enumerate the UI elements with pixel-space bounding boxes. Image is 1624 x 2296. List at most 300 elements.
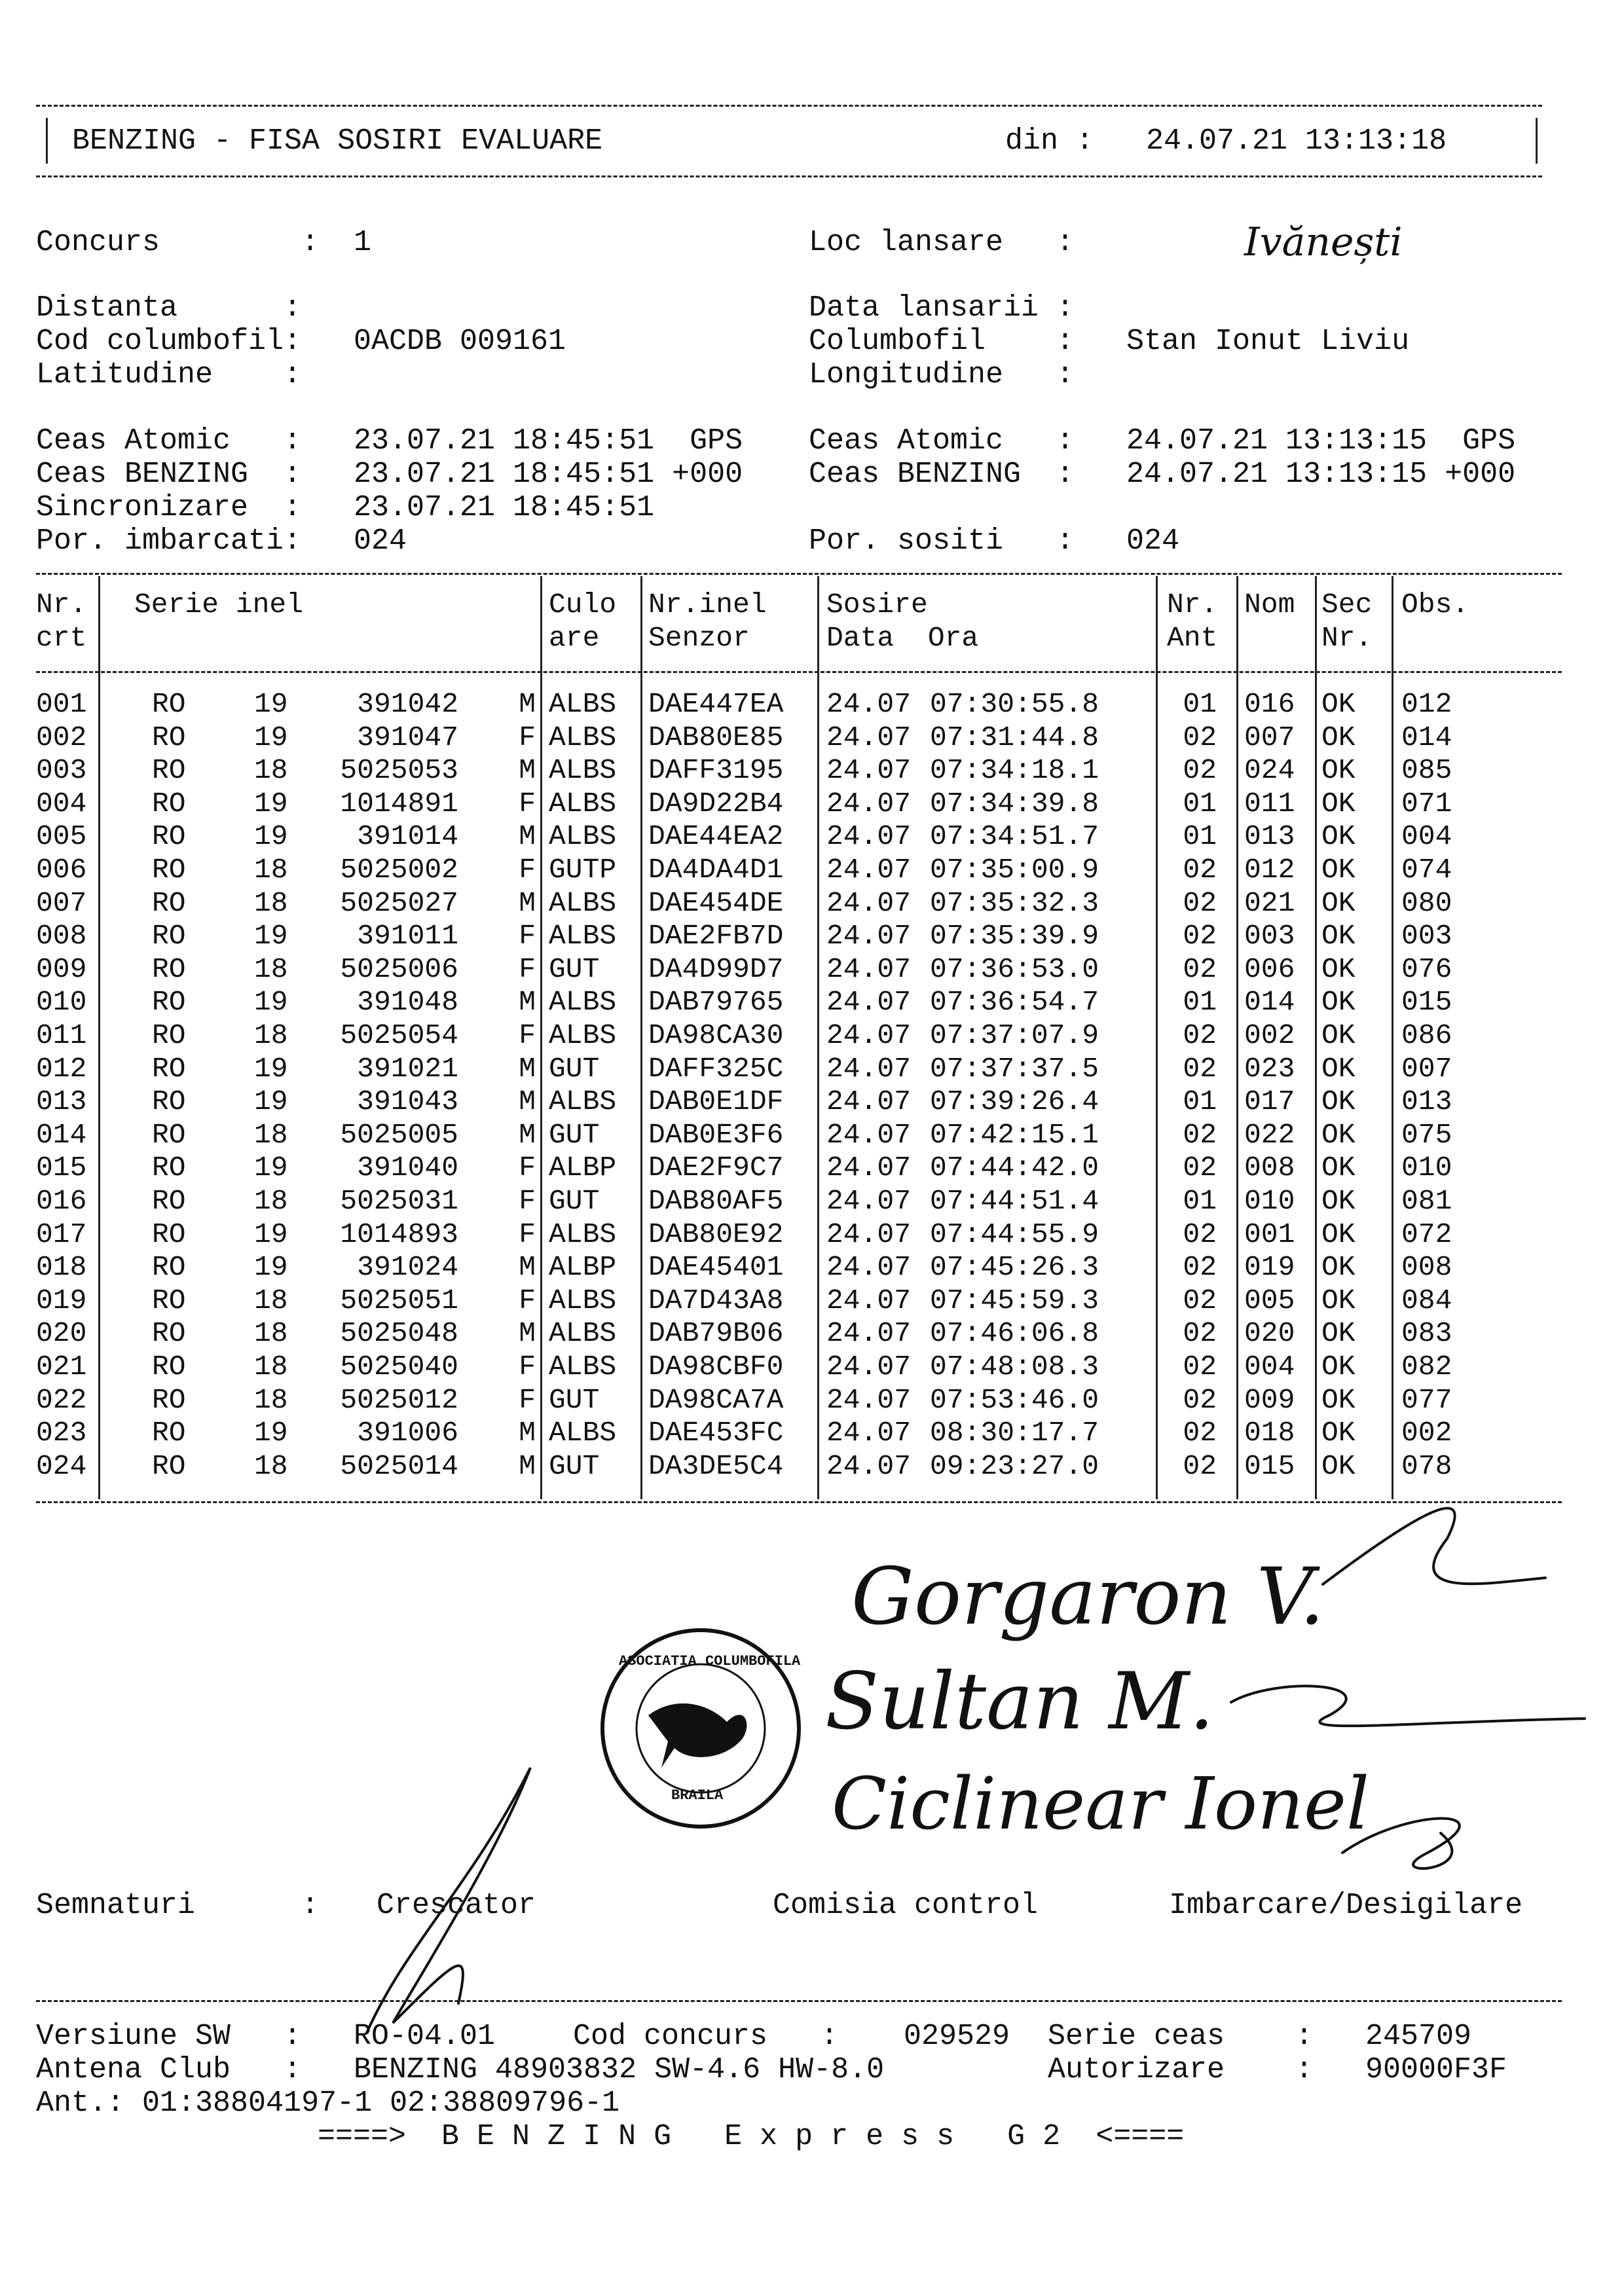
cell-tara: RO xyxy=(152,787,186,820)
cell-ant: 02 xyxy=(1183,1284,1217,1317)
cell-sex: F xyxy=(519,1218,536,1250)
cell-culoare: GUT xyxy=(549,1185,600,1217)
cell-inel: 5025051 xyxy=(340,1284,458,1317)
cell-nom: 001 xyxy=(1244,1218,1295,1250)
serie-ceas-value: 245709 xyxy=(1365,2020,1472,2053)
cell-tara: RO xyxy=(152,1218,186,1250)
cell-nom: 012 xyxy=(1244,854,1295,886)
cell-an: 18 xyxy=(254,886,288,919)
cell-data: 24.07 xyxy=(826,688,912,720)
cell-senzor: DA4D99D7 xyxy=(648,953,784,985)
cell-sec: OK xyxy=(1321,787,1356,820)
cell-an: 19 xyxy=(254,1085,288,1118)
por-imbarcati-label: Por. imbarcati: xyxy=(36,524,302,558)
cell-senzor: DAE2F9C7 xyxy=(648,1152,784,1184)
cell-tara: RO xyxy=(152,1085,186,1118)
th-nrinel-line1: Nr.inel xyxy=(648,589,767,621)
cell-data: 24.07 xyxy=(826,1251,912,1284)
cell-data: 24.07 xyxy=(826,721,912,754)
cell-culoare: ALBS xyxy=(549,820,617,853)
cell-tara: RO xyxy=(152,1152,186,1184)
cell-nom: 008 xyxy=(1244,1152,1295,1184)
cell-crt: 022 xyxy=(36,1383,87,1416)
cell-ant: 02 xyxy=(1183,1317,1217,1350)
cell-crt: 015 xyxy=(36,1152,87,1184)
cell-ora: 07:37:37.5 xyxy=(930,1052,1099,1085)
cell-sex: M xyxy=(519,986,536,1019)
cell-sec: OK xyxy=(1321,688,1356,720)
cell-ant: 01 xyxy=(1183,1085,1217,1118)
cell-senzor: DA9D22B4 xyxy=(648,787,784,820)
cell-crt: 018 xyxy=(36,1251,87,1284)
cell-tara: RO xyxy=(152,854,186,886)
cell-sex: F xyxy=(519,920,536,953)
cell-culoare: ALBS xyxy=(549,1085,617,1118)
antena-club-label: Antena Club : xyxy=(36,2053,302,2086)
cell-culoare: ALBP xyxy=(549,1152,617,1184)
autorizare-value: 90000F3F xyxy=(1365,2053,1507,2086)
cell-tara: RO xyxy=(152,1449,186,1482)
cell-sec: OK xyxy=(1321,1118,1356,1151)
cell-senzor: DA7D43A8 xyxy=(648,1284,784,1317)
cell-inel: 5025040 xyxy=(340,1351,458,1383)
cell-senzor: DA98CBF0 xyxy=(648,1351,784,1383)
crescator-label: Crescator xyxy=(377,1889,536,1922)
ceas-atomic-left-value: 23.07.21 18:45:51 GPS xyxy=(354,424,743,458)
cell-sex: M xyxy=(519,1118,536,1151)
cell-crt: 020 xyxy=(36,1317,87,1350)
cell-crt: 001 xyxy=(36,688,87,720)
cell-senzor: DAB0E3F6 xyxy=(648,1118,784,1151)
cell-tara: RO xyxy=(152,1284,186,1317)
th-ant-line2: Ant xyxy=(1167,622,1218,654)
cell-nom: 007 xyxy=(1244,721,1295,754)
cell-sex: F xyxy=(519,1019,536,1051)
cell-an: 19 xyxy=(254,820,288,853)
cell-crt: 005 xyxy=(36,820,87,853)
cell-sex: F xyxy=(519,1185,536,1217)
cell-senzor: DAB80AF5 xyxy=(648,1185,784,1217)
cell-sec: OK xyxy=(1321,953,1356,985)
cell-culoare: ALBS xyxy=(549,1284,617,1317)
cell-ora: 07:53:46.0 xyxy=(930,1383,1099,1416)
cell-an: 18 xyxy=(254,854,288,886)
cell-sec: OK xyxy=(1321,1218,1356,1250)
cell-sex: F xyxy=(519,854,536,886)
cell-sec: OK xyxy=(1321,1052,1356,1085)
cell-ant: 02 xyxy=(1183,1052,1217,1085)
autorizare-label: Autorizare : xyxy=(1048,2053,1314,2086)
cell-crt: 010 xyxy=(36,986,87,1019)
cell-tara: RO xyxy=(152,953,186,985)
cell-sec: OK xyxy=(1321,1449,1356,1482)
cell-culoare: ALBS xyxy=(549,1351,617,1383)
cell-data: 24.07 xyxy=(826,1317,912,1350)
cell-inel: 391042 xyxy=(357,688,458,720)
concurs-label: Concurs : xyxy=(36,226,320,259)
cell-culoare: GUT xyxy=(549,1118,600,1151)
cell-crt: 016 xyxy=(36,1185,87,1217)
cell-ora: 07:44:55.9 xyxy=(930,1218,1099,1250)
cod-columbofil-label: Cod columbofil: xyxy=(36,325,302,358)
cell-tara: RO xyxy=(152,1351,186,1383)
cell-sec: OK xyxy=(1321,1152,1356,1184)
cell-nom: 017 xyxy=(1244,1085,1295,1118)
cell-crt: 013 xyxy=(36,1085,87,1118)
cell-inel: 5025027 xyxy=(340,886,458,919)
cell-sec: OK xyxy=(1321,1284,1356,1317)
cell-sex: F xyxy=(519,1351,536,1383)
cell-crt: 006 xyxy=(36,854,87,886)
cell-inel: 5025053 xyxy=(340,754,458,787)
cell-crt: 009 xyxy=(36,953,87,985)
cell-senzor: DAE447EA xyxy=(648,688,784,720)
cell-sec: OK xyxy=(1321,1085,1356,1118)
th-serie-inel: Serie inel xyxy=(134,589,304,621)
distanta-label: Distanta : xyxy=(36,291,302,325)
cell-data: 24.07 xyxy=(826,1052,912,1085)
versiune-sw-value: RO-04.01 xyxy=(354,2020,496,2053)
cod-columbofil-value: 0ACDB 009161 xyxy=(354,325,566,358)
cell-an: 18 xyxy=(254,1383,288,1416)
cell-data: 24.07 xyxy=(826,1218,912,1250)
cell-ora: 07:48:08.3 xyxy=(930,1351,1099,1383)
cell-inel: 391014 xyxy=(357,820,458,853)
cell-ant: 02 xyxy=(1183,854,1217,886)
cell-ant: 02 xyxy=(1183,1118,1217,1151)
pigeon-icon xyxy=(648,1704,747,1768)
cell-nom: 020 xyxy=(1244,1317,1295,1350)
cell-culoare: ALBS xyxy=(549,886,617,919)
cell-ant: 01 xyxy=(1183,787,1217,820)
cell-an: 19 xyxy=(254,1152,288,1184)
cell-inel: 5025002 xyxy=(340,854,458,886)
cell-ant: 02 xyxy=(1183,1152,1217,1184)
cell-ora: 07:45:26.3 xyxy=(930,1251,1099,1284)
cell-nom: 019 xyxy=(1244,1251,1295,1284)
cell-crt: 011 xyxy=(36,1019,87,1051)
cell-data: 24.07 xyxy=(826,886,912,919)
cell-crt: 014 xyxy=(36,1118,87,1151)
cell-obs: 082 xyxy=(1401,1351,1452,1383)
cell-obs: 077 xyxy=(1401,1383,1452,1416)
serie-ceas-label: Serie ceas : xyxy=(1048,2020,1314,2053)
cell-crt: 024 xyxy=(36,1449,87,1482)
loc-lansare-handwritten: Ivănești xyxy=(1244,219,1403,265)
cell-senzor: DAE453FC xyxy=(648,1417,784,1449)
cell-obs: 007 xyxy=(1401,1052,1452,1085)
concurs-value: 1 xyxy=(354,226,372,259)
ceas-benzing-right-value: 24.07.21 13:13:15 +000 xyxy=(1126,458,1516,491)
cell-ant: 02 xyxy=(1183,721,1217,754)
cell-culoare: GUTP xyxy=(549,854,617,886)
cell-nom: 021 xyxy=(1244,886,1295,919)
cell-ant: 02 xyxy=(1183,1383,1217,1416)
cell-senzor: DAE454DE xyxy=(648,886,784,919)
cell-obs: 015 xyxy=(1401,986,1452,1019)
cell-an: 19 xyxy=(254,1052,288,1085)
cell-senzor: DAB79765 xyxy=(648,986,784,1019)
cell-culoare: GUT xyxy=(549,1449,600,1482)
cell-sec: OK xyxy=(1321,1019,1356,1051)
cell-obs: 081 xyxy=(1401,1185,1452,1217)
signature-scribble-stroke xyxy=(1231,1686,1585,1726)
cell-an: 19 xyxy=(254,787,288,820)
cell-nom: 006 xyxy=(1244,953,1295,985)
cell-obs: 002 xyxy=(1401,1417,1452,1449)
cell-obs: 010 xyxy=(1401,1152,1452,1184)
cell-crt: 007 xyxy=(36,886,87,919)
cell-ant: 01 xyxy=(1183,820,1217,853)
por-sositi-value: 024 xyxy=(1126,524,1180,558)
cell-ant: 01 xyxy=(1183,1185,1217,1217)
cell-ora: 07:34:51.7 xyxy=(930,820,1099,853)
cell-obs: 072 xyxy=(1401,1218,1452,1250)
signature-1: Gorgaron V. xyxy=(851,1552,1325,1643)
cell-obs: 085 xyxy=(1401,754,1452,787)
cell-culoare: GUT xyxy=(549,953,600,985)
cell-sec: OK xyxy=(1321,920,1356,953)
cell-culoare: ALBS xyxy=(549,1019,617,1051)
cell-crt: 004 xyxy=(36,787,87,820)
cell-ora: 07:35:32.3 xyxy=(930,886,1099,919)
cell-data: 24.07 xyxy=(826,787,912,820)
cell-culoare: ALBS xyxy=(549,1417,617,1449)
cell-sec: OK xyxy=(1321,1251,1356,1284)
cell-inel: 391047 xyxy=(357,721,458,754)
cell-senzor: DA98CA7A xyxy=(648,1383,784,1416)
cell-an: 18 xyxy=(254,1185,288,1217)
cell-ant: 02 xyxy=(1183,1351,1217,1383)
cell-inel: 5025014 xyxy=(340,1449,458,1482)
signature-2: Sultan M. xyxy=(825,1656,1215,1747)
th-obs: Obs. xyxy=(1401,589,1469,621)
cell-an: 19 xyxy=(254,1251,288,1284)
longitudine-label: Longitudine : xyxy=(809,358,1075,392)
cell-obs: 004 xyxy=(1401,820,1452,853)
cell-crt: 008 xyxy=(36,920,87,953)
cell-nom: 011 xyxy=(1244,787,1295,820)
ceas-benzing-right-label: Ceas BENZING : xyxy=(809,458,1075,491)
ceas-atomic-right-value: 24.07.21 13:13:15 GPS xyxy=(1126,424,1516,458)
cell-nom: 016 xyxy=(1244,688,1295,720)
cell-an: 19 xyxy=(254,1218,288,1250)
cell-obs: 083 xyxy=(1401,1317,1452,1350)
cell-inel: 5025012 xyxy=(340,1383,458,1416)
cell-ant: 02 xyxy=(1183,886,1217,919)
cell-ora: 07:42:15.1 xyxy=(930,1118,1099,1151)
cell-ant: 02 xyxy=(1183,1449,1217,1482)
cell-nom: 009 xyxy=(1244,1383,1295,1416)
th-sec-line1: Sec xyxy=(1321,589,1373,621)
ceas-benzing-left-value: 23.07.21 18:45:51 +000 xyxy=(354,458,743,491)
cell-tara: RO xyxy=(152,1383,186,1416)
cell-sec: OK xyxy=(1321,1317,1356,1350)
cell-data: 24.07 xyxy=(826,986,912,1019)
cell-inel: 391043 xyxy=(357,1085,458,1118)
cell-ora: 07:46:06.8 xyxy=(930,1317,1099,1350)
cell-ant: 02 xyxy=(1183,1218,1217,1250)
cod-concurs-value: 029529 xyxy=(904,2020,1010,2053)
cell-tara: RO xyxy=(152,886,186,919)
cell-sec: OK xyxy=(1321,1383,1356,1416)
cell-inel: 5025048 xyxy=(340,1317,458,1350)
antenna-ids: Ant.: 01:38804197-1 02:38809796-1 xyxy=(36,2086,620,2120)
cell-sec: OK xyxy=(1321,854,1356,886)
th-sec-line2: Nr. xyxy=(1321,622,1373,654)
th-sosire-line2: Data Ora xyxy=(826,622,979,654)
cell-tara: RO xyxy=(152,986,186,1019)
cell-obs: 013 xyxy=(1401,1085,1452,1118)
cell-tara: RO xyxy=(152,1417,186,1449)
cell-inel: 1014893 xyxy=(340,1218,458,1250)
din-value: 24.07.21 13:13:18 xyxy=(1146,124,1447,158)
latitudine-label: Latitudine : xyxy=(36,358,302,392)
cell-senzor: DAB79B06 xyxy=(648,1317,784,1350)
din-label: din : xyxy=(1005,124,1094,158)
cell-tara: RO xyxy=(152,1185,186,1217)
cell-culoare: ALBS xyxy=(549,787,617,820)
cell-nom: 024 xyxy=(1244,754,1295,787)
cell-senzor: DAFF325C xyxy=(648,1052,784,1085)
cell-tara: RO xyxy=(152,688,186,720)
cell-ora: 08:30:17.7 xyxy=(930,1417,1099,1449)
cell-nom: 004 xyxy=(1244,1351,1295,1383)
cell-data: 24.07 xyxy=(826,920,912,953)
cell-senzor: DAB80E85 xyxy=(648,721,784,754)
cell-obs: 074 xyxy=(1401,854,1452,886)
cell-ora: 07:44:42.0 xyxy=(930,1152,1099,1184)
cell-sex: M xyxy=(519,688,536,720)
cell-sex: M xyxy=(519,1449,536,1482)
cell-culoare: ALBS xyxy=(549,986,617,1019)
cell-obs: 086 xyxy=(1401,1019,1452,1051)
cell-sec: OK xyxy=(1321,721,1356,754)
cell-ora: 07:35:39.9 xyxy=(930,920,1099,953)
cell-obs: 014 xyxy=(1401,721,1452,754)
benzing-express-banner: ====> B E N Z I N G E x p r e s s G 2 <==== xyxy=(318,2120,1185,2153)
cell-obs: 008 xyxy=(1401,1251,1452,1284)
loc-lansare-label: Loc lansare : xyxy=(809,226,1075,259)
cell-data: 24.07 xyxy=(826,1152,912,1184)
cell-sec: OK xyxy=(1321,1351,1356,1383)
cell-data: 24.07 xyxy=(826,1417,912,1449)
cell-tara: RO xyxy=(152,754,186,787)
cell-inel: 391024 xyxy=(357,1251,458,1284)
cell-ora: 07:30:55.8 xyxy=(930,688,1099,720)
cell-culoare: ALBS xyxy=(549,1218,617,1250)
cell-tara: RO xyxy=(152,1019,186,1051)
cell-culoare: ALBS xyxy=(549,721,617,754)
cell-nom: 015 xyxy=(1244,1449,1295,1482)
cell-inel: 5025031 xyxy=(340,1185,458,1217)
cell-inel: 391040 xyxy=(357,1152,458,1184)
th-nrinel-line2: Senzor xyxy=(648,622,750,654)
th-culoare-line2: are xyxy=(549,622,600,654)
cell-crt: 021 xyxy=(36,1351,87,1383)
cell-ora: 07:36:54.7 xyxy=(930,986,1099,1019)
cell-obs: 080 xyxy=(1401,886,1452,919)
cell-ora: 07:36:53.0 xyxy=(930,953,1099,985)
th-nom: Nom xyxy=(1244,589,1295,621)
por-imbarcati-value: 024 xyxy=(354,524,407,558)
cell-senzor: DAE45401 xyxy=(648,1251,784,1284)
cell-nom: 022 xyxy=(1244,1118,1295,1151)
cell-inel: 391011 xyxy=(357,920,458,953)
cell-data: 24.07 xyxy=(826,854,912,886)
cell-sex: F xyxy=(519,1284,536,1317)
cell-crt: 023 xyxy=(36,1417,87,1449)
cell-senzor: DAFF3195 xyxy=(648,754,784,787)
cell-sex: M xyxy=(519,754,536,787)
cell-senzor: DAB0E1DF xyxy=(648,1085,784,1118)
cell-nom: 003 xyxy=(1244,920,1295,953)
cell-tara: RO xyxy=(152,920,186,953)
cell-senzor: DA3DE5C4 xyxy=(648,1449,784,1482)
cell-sex: M xyxy=(519,1417,536,1449)
cell-sex: M xyxy=(519,886,536,919)
cell-crt: 012 xyxy=(36,1052,87,1085)
cell-obs: 084 xyxy=(1401,1284,1452,1317)
columbofil-label: Columbofil : xyxy=(809,325,1075,358)
cell-ant: 02 xyxy=(1183,1417,1217,1449)
cell-inel: 391006 xyxy=(357,1417,458,1449)
footer-rule xyxy=(36,2000,1562,2002)
cell-ora: 07:35:00.9 xyxy=(930,854,1099,886)
cell-senzor: DA4DA4D1 xyxy=(648,854,784,886)
cell-sex: F xyxy=(519,1383,536,1416)
cell-obs: 071 xyxy=(1401,787,1452,820)
cell-data: 24.07 xyxy=(826,1019,912,1051)
cell-obs: 012 xyxy=(1401,688,1452,720)
cell-senzor: DAE2FB7D xyxy=(648,920,784,953)
cell-ora: 07:37:07.9 xyxy=(930,1019,1099,1051)
cell-ora: 07:39:26.4 xyxy=(930,1085,1099,1118)
cell-inel: 5025054 xyxy=(340,1019,458,1051)
document-title: BENZING - FISA SOSIRI EVALUARE xyxy=(72,124,603,158)
cell-an: 18 xyxy=(254,953,288,985)
cell-culoare: ALBS xyxy=(549,920,617,953)
comisia-control-label: Comisia control xyxy=(773,1889,1039,1922)
cell-data: 24.07 xyxy=(826,754,912,787)
stamp-bottom-text: BRAILA xyxy=(671,1787,724,1804)
cell-an: 18 xyxy=(254,1019,288,1051)
cell-culoare: GUT xyxy=(549,1383,600,1416)
cell-ant: 02 xyxy=(1183,953,1217,985)
cell-obs: 078 xyxy=(1401,1449,1452,1482)
cell-an: 18 xyxy=(254,1449,288,1482)
cell-culoare: ALBP xyxy=(549,1251,617,1284)
cell-sec: OK xyxy=(1321,886,1356,919)
sincronizare-value: 23.07.21 18:45:51 xyxy=(354,491,655,524)
por-sositi-label: Por. sositi : xyxy=(809,524,1075,558)
cell-ant: 01 xyxy=(1183,688,1217,720)
cell-sec: OK xyxy=(1321,986,1356,1019)
cell-obs: 003 xyxy=(1401,920,1452,953)
cell-sex: M xyxy=(519,820,536,853)
cell-inel: 391021 xyxy=(357,1052,458,1085)
cell-culoare: ALBS xyxy=(549,1317,617,1350)
cell-tara: RO xyxy=(152,820,186,853)
cell-ora: 07:44:51.4 xyxy=(930,1185,1099,1217)
cell-data: 24.07 xyxy=(826,1185,912,1217)
cell-crt: 002 xyxy=(36,721,87,754)
versiune-sw-label: Versiune SW : xyxy=(36,2020,302,2053)
cell-senzor: DAB80E92 xyxy=(648,1218,784,1250)
cell-ant: 02 xyxy=(1183,754,1217,787)
cell-data: 24.07 xyxy=(826,1085,912,1118)
signature-3: Ciclinear Ionel xyxy=(832,1762,1370,1846)
